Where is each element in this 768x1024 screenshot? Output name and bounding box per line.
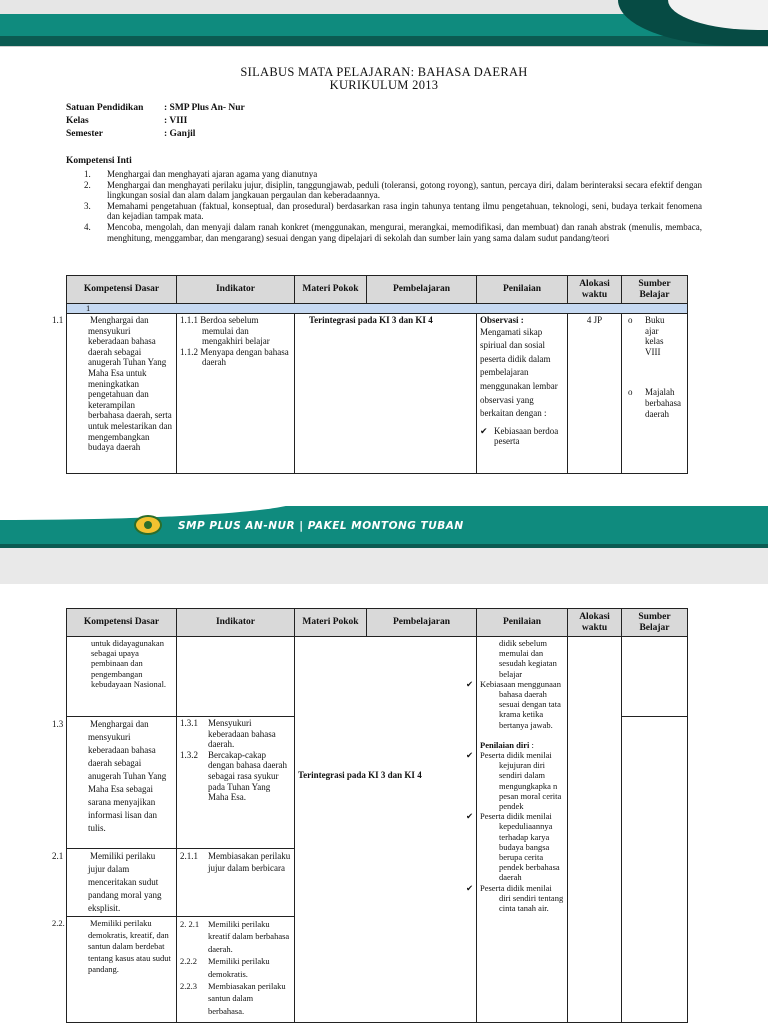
penilaian-cell xyxy=(477,314,568,474)
header-divider xyxy=(0,46,768,47)
indikator-cell xyxy=(177,314,295,474)
ki-item xyxy=(84,169,702,180)
footer-band-grey xyxy=(0,544,768,584)
kd-number: 1.3 xyxy=(52,719,64,729)
alokasi-cell xyxy=(568,637,622,1023)
meta-row-satuan xyxy=(66,103,245,113)
footer-school-name: SMP PLUS AN-NUR | PAKEL MONTONG TUBAN xyxy=(178,520,464,532)
meta-row-semester xyxy=(66,129,195,139)
materi-cell xyxy=(295,637,477,1023)
silabus-table-page1 xyxy=(52,275,688,474)
ki-text: Mencoba, mengolah, dan menyaji dalam ranah konkret (menggunakan, mengurai, merangkai, memodifikasi, dan membuat) dan ranah abstrak (menulis, membaca, menghitung, menggambar, dan mengarang) sesuai dengan yang dipelajari di sekolah dan sumber lain yang sama dalam sudut pandang/teori xyxy=(107,221,702,243)
kd-text: Menghargai dan mensyukuri keberadaan bahasa daerah sebagai anugerah Tuhan Yang Maha Esa untuk meningkatkan pengetahuan dan keterampilan berbahasa daerah, serta untuk melestarikan dan mengembangkan budaya daerah xyxy=(88,315,172,453)
sumber-cell xyxy=(622,637,688,717)
sumber-item: o Majalah berbahasa daerah xyxy=(625,387,684,419)
meta-row-kelas xyxy=(66,116,187,126)
kd-text: Memiliki perilaku jujur dalam menceritakan sudut pandang moral yang eksplisit. xyxy=(88,851,162,913)
penilaian-heading: Observasi : xyxy=(480,315,524,325)
penilaian-diri-text: Peserta didik menilai kepeduliaannya terhadap karya budaya bangsa berupa cerita pendek berbahasa daerah xyxy=(480,811,560,883)
col-header-kompetensi-dasar: Kompetensi Dasar xyxy=(67,276,177,304)
materi-text: Terintegrasi pada KI 3 dan KI 4 xyxy=(298,770,422,780)
kd-number: 2.2. xyxy=(52,918,65,928)
meta-key: Kelas xyxy=(66,116,89,126)
materi-cell: Terintegrasi pada KI 3 dan KI 4 xyxy=(295,314,477,474)
indikator-number: 1.3.1 xyxy=(180,718,198,728)
penilaian-diri-text: Peserta didik menilai diri sendiri tentang cinta tanah air. xyxy=(480,882,564,914)
kd-cell xyxy=(52,917,177,1023)
kd-item xyxy=(52,850,173,915)
kd-item xyxy=(52,918,173,976)
ki-item xyxy=(84,222,702,243)
col-header-pembelajaran: Pembelajaran xyxy=(367,609,477,637)
indikator-text: Membiasakan perilaku jujur dalam berbicara xyxy=(208,851,291,873)
ki-text: Menghargai dan menghayati ajaran agama yang dianutnya xyxy=(107,169,318,179)
indikator-item xyxy=(180,718,291,750)
col-header-alokasi-waktu: Alokasi waktu xyxy=(568,609,622,637)
penilaian-check-item xyxy=(480,426,564,447)
sumber-item: o Buku ajar kelas VIII xyxy=(625,315,684,357)
indikator-cell xyxy=(177,917,295,1023)
silabus-table-page2 xyxy=(52,608,688,1023)
meta-key: Satuan Pendidikan xyxy=(66,103,144,113)
ki-item xyxy=(84,180,702,201)
header-band-dark xyxy=(0,36,768,46)
meta-value: : VIII xyxy=(164,116,188,126)
meta-value: : Ganjil xyxy=(164,129,196,139)
ki-number: 3. xyxy=(84,200,91,211)
penilaian-diri-item xyxy=(480,811,564,882)
col-header-indikator: Indikator xyxy=(177,609,295,637)
indikator-number: 2.2.2 xyxy=(180,956,197,967)
kd-number: 1.1 xyxy=(52,315,64,325)
indikator-text: Menyapa dengan bahasa daerah xyxy=(200,346,289,368)
section-number-cell xyxy=(67,304,688,314)
kd-number: 2.1 xyxy=(52,851,64,861)
kd-cell xyxy=(52,717,177,849)
penilaian-diri-text: Peserta didik menilai kejujuran diri sendiri dalam mengungkapka n pesan moral cerita pendek xyxy=(480,750,562,812)
indikator-item xyxy=(180,750,291,803)
alokasi-cell: 4 JP xyxy=(568,314,622,474)
col-header-pembelajaran: Pembelajaran xyxy=(367,276,477,304)
footer-band-dark xyxy=(0,544,768,548)
penilaian-diri-item xyxy=(480,883,564,914)
col-header-penilaian: Penilaian xyxy=(477,609,568,637)
indikator-item xyxy=(180,850,291,874)
col-header-sumber-belajar: Sumber Belajar xyxy=(622,276,688,304)
indikator-number: 2. 2.1 xyxy=(180,919,200,929)
kd-text: Memiliki perilaku demokratis, kreatif, dan santun dalam berdebat tentang kasus atau sudut pandang. xyxy=(88,918,171,974)
penilaian-check-text: Kebiasaan berdoa peserta xyxy=(494,425,559,447)
penilaian-cell xyxy=(477,637,568,1023)
penilaian-diri-label: Penilaian diri xyxy=(480,739,530,750)
penilaian-diri-colon: : xyxy=(529,739,534,750)
sumber-cell xyxy=(622,314,688,474)
meta-key: Semester xyxy=(66,129,103,139)
kd-cell: untuk didayagunakan sebagai upaya pembinaan dan pengembangan kebudayaan Nasional. xyxy=(67,637,177,717)
penilaian-diri-heading xyxy=(480,740,564,750)
indikator-text: Mensyukuri keberadaan bahasa daerah. xyxy=(208,718,276,750)
col-header-materi-pokok: Materi Pokok xyxy=(295,276,367,304)
col-header-alokasi-waktu: Alokasi waktu xyxy=(568,276,622,304)
kd-item xyxy=(52,718,173,835)
indikator-text: Bercakap-cakap dengan bahasa daerah sebagai rasa syukur pada Tuhan Yang Maha Esa. xyxy=(208,749,287,803)
indikator-number: 2.1.1 xyxy=(180,851,198,861)
indikator-number: 1.3.2 xyxy=(180,749,198,760)
kd-cell xyxy=(52,849,177,917)
indikator-cell xyxy=(177,849,295,917)
indikator-text: Membiasakan perilaku santun dalam berbahasa. xyxy=(208,981,286,1016)
kd-cell xyxy=(52,314,177,474)
ki-text: Memahami pengetahuan (faktual, konseptual, dan prosedural) berdasarkan rasa ingin tahunya tentang ilmu pengetahuan, teknologi, seni, budaya terkait fenomena dan kejadian tampak mata. xyxy=(107,200,702,222)
indikator-item xyxy=(180,955,291,980)
kompetensi-inti-heading: Kompetensi Inti xyxy=(66,156,132,166)
col-header-materi-pokok: Materi Pokok xyxy=(295,609,367,637)
indikator-item xyxy=(180,918,291,955)
ki-number: 4. xyxy=(84,221,91,232)
school-logo-icon xyxy=(134,515,162,535)
penilaian-cont: didik sebelum memulai dan sesudah kegiatan belajar xyxy=(499,638,557,679)
indikator-text: Berdoa sebelum memulai dan mengakhiri belajar xyxy=(200,315,270,347)
col-header-kompetensi-dasar: Kompetensi Dasar xyxy=(67,609,177,637)
indikator-item xyxy=(180,980,291,1017)
ki-number: 1. xyxy=(84,169,91,179)
indikator-number: 1.1.1 xyxy=(180,315,198,325)
section-row xyxy=(67,304,688,314)
sumber-cell xyxy=(622,717,688,1023)
indikator-text: Memiliki perilaku demokratis. xyxy=(208,956,270,979)
meta-value: : SMP Plus An- Nur xyxy=(164,103,245,113)
col-header-indikator: Indikator xyxy=(177,276,295,304)
table-row xyxy=(67,637,688,717)
penilaian-check-text: Kebiasaan menggunaan bahasa daerah sesuai dengan tata krama ketika bertanya jawab. xyxy=(480,678,561,730)
ki-text: Menghargai dan menghayati perilaku jujur, disiplin, tanggungjawab, peduli (toleransi, gotong royong), santun, percaya diri, dalam berinteraksi secara efektif dengan lingkungan sosial dan alam dalam jangkauan pergaulan dan keberadaannya. xyxy=(107,179,702,201)
kd-text: Menghargai dan mensyukuri keberadaan bahasa daerah sebagai anugerah Tuhan Yang Maha Esa sebagai sarana menyajikan informasi lisan dan tulis. xyxy=(88,719,167,833)
col-header-sumber-belajar: Sumber Belajar xyxy=(622,609,688,637)
section-number: 1 xyxy=(86,303,91,313)
kompetensi-inti-list xyxy=(84,169,702,243)
indikator-cell xyxy=(177,637,295,717)
indikator-text: Memiliki perilaku kreatif dalam berbahasa daerah. xyxy=(208,919,290,954)
table-row xyxy=(67,314,688,474)
table-header-row xyxy=(67,609,688,637)
indikator-item xyxy=(180,315,291,347)
indikator-number: 1.1.2 xyxy=(180,346,198,357)
ki-number: 2. xyxy=(84,179,91,190)
penilaian-text: Mengamati sikap spiriual dan sosial peserta didik dalam pembelajaran menggunakan lembar observasi yang berkaitan dengan : xyxy=(480,326,558,419)
col-header-penilaian: Penilaian xyxy=(477,276,568,304)
kd-item xyxy=(52,315,173,453)
document-title: SILABUS MATA PELAJARAN: BAHASA DAERAH xyxy=(240,65,528,79)
indikator-item xyxy=(180,347,291,368)
penilaian-check-item xyxy=(480,679,564,730)
table-header-row xyxy=(67,276,688,304)
document-subtitle: KURIKULUM 2013 xyxy=(329,78,439,92)
indikator-number: 2.2.3 xyxy=(180,981,197,992)
indikator-cell xyxy=(177,717,295,849)
penilaian-diri-item xyxy=(480,750,564,811)
ki-item xyxy=(84,201,702,222)
